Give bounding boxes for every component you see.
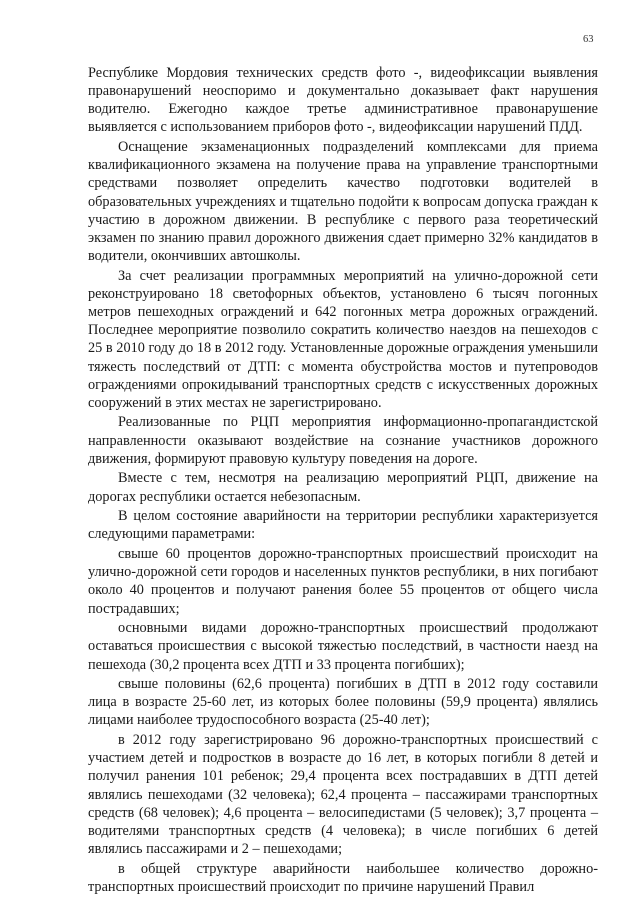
paragraph-road-network-measures: За счет реализации программных мероприятий на улично-дорожной сети реконструировано 18 светофорных объектов, установлено 6 тысяч погонных метров пешеходных ограждений и 642 погонных метра дорожных ограждений. Последнее мероприятие позволило сократить количество наездов на пешеходов с 25 в 2010 году до 18 в 2012 году. Установленные дорожные ограждения уменьшили тяжесть последствий от ДТП: с момента обустройства мостов и путепроводов ограждениями опрокидываний транспортных средств с искусственных дорожных сооружений в этих местах не зарегистрировано. bbox=[88, 267, 598, 411]
paragraph-information-propaganda: Реализованные по РЦП мероприятия информационно-пропагандистской направленности оказывают воздействие на сознание участников дорожного движения, формируют правовую культуру поведения на дороге. bbox=[88, 414, 598, 467]
list-item-accident-types: основными видами дорожно-транспортных происшествий продолжают оставаться происшествия с высокой тяжестью последствий, в частности наезд на пешехода (30,2 процента всех ДТП и 33 процента погибших); bbox=[88, 620, 598, 673]
page-number: 63 bbox=[583, 34, 594, 45]
list-item-urban-accidents: свыше 60 процентов дорожно-транспортных происшествий происходит на улично-дорожной сети городов и населенных пунктов республики, в них погибают около 40 процентов и получают ранения более 55 процентов от общего числа пострадавших; bbox=[88, 546, 598, 617]
list-item-victims-age: свыше половины (62,6 процента) погибших в ДТП в 2012 году составили лица в возрасте 25-60 лет, из которых более половины (59,9 процента) являлись лицами наиболее трудоспособного возраста (25-40 лет); bbox=[88, 676, 598, 729]
paragraph-photo-video-fixation: Республике Мордовия технических средств фото -, видеофиксации выявления правонарушений неоспоримо и документально доказывает факт нарушения водителю. Ежегодно каждое третье административное правонарушение выявляется с использованием приборов фото -, видеофиксации нарушений ПДД. bbox=[88, 65, 598, 136]
paragraph-exam-equipment: Оснащение экзаменационных подразделений комплексами для приема квалификационного экзамена на получение права на управление транспортными средствами позволяет определить качество подготовки водителей в образовательных учреждениях и тщательно подойти к вопросам допуска граждан к участию в дорожном движении. В республике с первого раза теоретический экзамен по знанию правил дорожного движения сдает примерно 32% кандидатов в водители, окончивших автошколы. bbox=[88, 139, 598, 265]
list-item-accident-structure: в общей структуре аварийности наибольшее количество дорожно-транспортных происшествий происходит по причине нарушений Правил bbox=[88, 860, 598, 895]
paragraph-roads-unsafe: Вместе с тем, несмотря на реализацию мероприятий РЦП, движение на дорогах республики остается небезопасным. bbox=[88, 470, 598, 505]
paragraph-accident-parameters-intro: В целом состояние аварийности на территории республики характеризуется следующими параметрами: bbox=[88, 508, 598, 543]
document-body bbox=[88, 64, 598, 898]
list-item-children-accidents: в 2012 году зарегистрировано 96 дорожно-транспортных происшествий с участием детей и подростков в возрасте до 16 лет, в которых погибли 8 детей и получил ранения 101 ребенок; 29,4 процента всех пострадавших в ДТП детей являлись пешеходами (32 человека); 62,4 процента – пассажирами транспортных средств (68 человек); 4,6 процента – велосипедистами (5 человек); 3,7 процента – водителями транспортных средств (4 человека); в числе погибших 6 детей являлись пассажирами и 2 – пешеходами; bbox=[88, 732, 598, 858]
